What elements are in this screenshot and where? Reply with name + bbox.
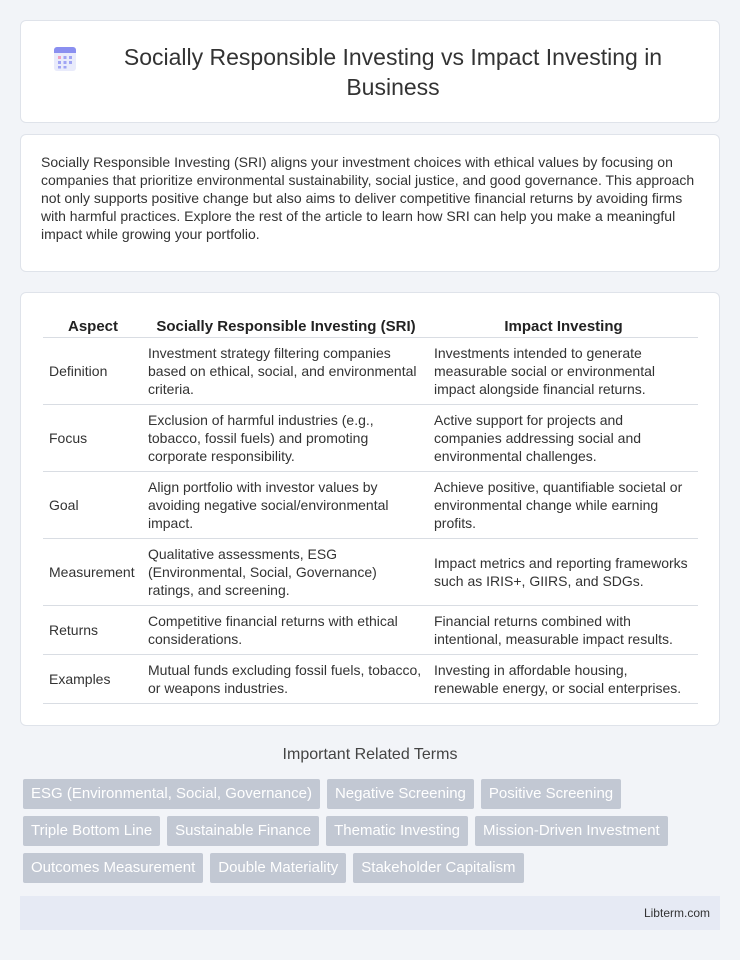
term-tag[interactable]: Thematic Investing (326, 816, 468, 846)
sri-cell: Mutual funds excluding fossil fuels, tobacco, or weapons industries. (143, 654, 429, 703)
table-row (43, 337, 698, 404)
table-row (43, 404, 698, 471)
sri-cell: Align portfolio with investor values by avoiding negative social/environmental impact. (143, 471, 429, 538)
column-header-impact: Impact Investing (429, 315, 698, 337)
impact-cell: Financial returns combined with intentional, measurable impact results. (429, 605, 698, 654)
term-tag[interactable]: Triple Bottom Line (23, 816, 160, 846)
impact-cell: Active support for projects and companies addressing social and environmental challenges. (429, 404, 698, 471)
aspect-cell: Measurement (43, 538, 143, 605)
term-tag[interactable]: Stakeholder Capitalism (353, 853, 523, 883)
impact-cell: Investments intended to generate measurable social or environmental impact alongside financial returns. (429, 337, 698, 404)
term-tag[interactable]: Sustainable Finance (167, 816, 319, 846)
table-row (43, 471, 698, 538)
aspect-cell: Definition (43, 337, 143, 404)
aspect-cell: Goal (43, 471, 143, 538)
sri-cell: Exclusion of harmful industries (e.g., tobacco, fossil fuels) and promoting corporate responsibility. (143, 404, 429, 471)
table-row (43, 538, 698, 605)
table-row (43, 654, 698, 703)
table-header-row (43, 315, 698, 337)
aspect-cell: Examples (43, 654, 143, 703)
term-tag[interactable]: Mission-Driven Investment (475, 816, 668, 846)
aspect-cell: Returns (43, 605, 143, 654)
term-tag[interactable]: ESG (Environmental, Social, Governance) (23, 779, 320, 809)
sri-cell: Competitive financial returns with ethical considerations. (143, 605, 429, 654)
related-terms-list (23, 779, 723, 890)
term-tag[interactable]: Outcomes Measurement (23, 853, 203, 883)
aspect-cell: Focus (43, 404, 143, 471)
sri-cell: Qualitative assessments, ESG (Environmental, Social, Governance) ratings, and screening. (143, 538, 429, 605)
footer-site-link[interactable]: Libterm.com (643, 906, 710, 920)
impact-cell: Achieve positive, quantifiable societal or environmental change while earning profits. (429, 471, 698, 538)
intro-paragraph: Socially Responsible Investing (SRI) aligns your investment choices with ethical values by focusing on companies that prioritize environmental sustainability, social justice, and good governance. This approach not only supports positive change but also aims to deliver competitive financial returns by avoiding firms with harmful practices. Explore the rest of the article to learn how SRI can help you make a meaningful impact while growing your portfolio. (41, 154, 695, 242)
sri-cell: Investment strategy filtering companies based on ethical, social, and environmental criteria. (143, 337, 429, 404)
term-tag[interactable]: Positive Screening (481, 779, 621, 809)
column-header-sri: Socially Responsible Investing (SRI) (143, 315, 429, 337)
column-header-aspect: Aspect (43, 315, 143, 337)
term-tag[interactable]: Negative Screening (327, 779, 474, 809)
comparison-table-card (20, 292, 720, 726)
page-title: Socially Responsible Investing vs Impact Investing in Business (123, 43, 663, 100)
impact-cell: Impact metrics and reporting frameworks such as IRIS+, GIIRS, and SDGs. (429, 538, 698, 605)
related-terms-title: Important Related Terms (282, 746, 458, 763)
header-card (20, 20, 720, 123)
comparison-table (43, 315, 698, 704)
footer (20, 896, 720, 930)
document-icon (51, 45, 79, 73)
intro-card (20, 134, 720, 272)
impact-cell: Investing in affordable housing, renewable energy, or social enterprises. (429, 654, 698, 703)
table-row (43, 605, 698, 654)
term-tag[interactable]: Double Materiality (210, 853, 346, 883)
